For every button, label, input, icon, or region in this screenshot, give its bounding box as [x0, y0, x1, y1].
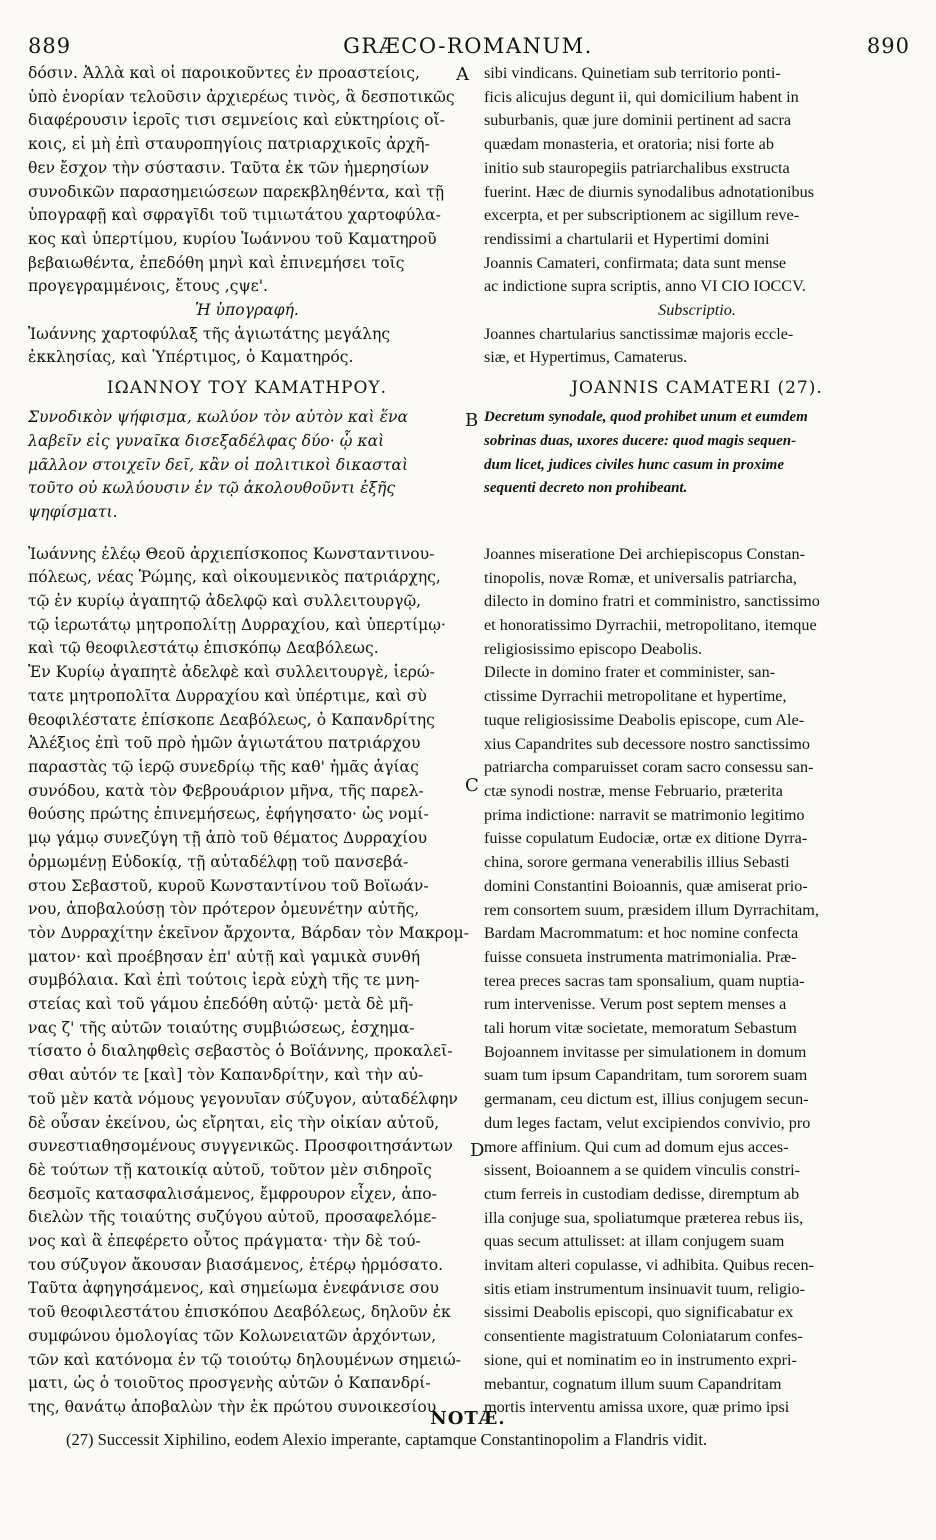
- greek-column: [28, 62, 469, 1420]
- latin-column: [484, 62, 910, 1420]
- running-title: GRÆCO-ROMANUM.: [343, 34, 593, 58]
- page-number-right: 890: [866, 34, 910, 58]
- greek-summary: Συνοδικὸν ψήφισμα, κωλύον τὸν αὐτὸν καὶ ἕνα λαβεῖν εἰς γυναῖκα δισεξαδέλφας δύο· ᾧ καὶ μᾶλλον στοιχεῖν δεῖ, κἂν οἱ πολιτικοὶ δικασταὶ τοῦτο οὐ κωλύουσιν ἐν τῷ ἀκολουθοῦντι ἐξῆς ψηφίσματι.: [28, 408, 409, 521]
- margin-marker-d: D: [470, 1140, 485, 1161]
- latin-heading: JOANNIS CAMATERI (27).: [571, 378, 823, 399]
- notes-heading: NOTÆ.: [430, 1408, 506, 1429]
- greek-subscription: Ἰωάννης χαρτοφύλαξ τῆς ἁγιωτάτης μεγάλης ἐκκλησίας, καὶ Ὑπέρτιμος, ὁ Καματηρός.: [28, 324, 391, 367]
- page-number-left: 889: [28, 34, 72, 58]
- footnote-27: (27) Successit Xiphilino, eodem Alexio imperante, captamque Constantinopolim a Flandris vidit.: [66, 1430, 708, 1449]
- latin-subscription: Joannes chartularius sanctissimæ majoris eccle- siæ, et Hypertimus, Camaterus.: [484, 324, 794, 367]
- greek-address: Ἰωάννης ἐλέῳ Θεοῦ ἀρχιεπίσκοπος Κωνσταντινου- πόλεως, νέας Ῥώμης, καὶ οἰκουμενικὸς πατριάρχης, τῷ ἐν κυρίῳ ἀγαπητῷ ἀδελφῷ καὶ συλλειτουργῷ, τῷ ἱερωτάτῳ μητροπολίτῃ Δυρραχίου, καὶ ὑπερτίμῳ· καὶ τῷ θεοφιλεστάτῳ ἐπισκόπῳ Δεαβόλεως.: [28, 544, 446, 658]
- latin-paragraph-1: sibi vindicans. Quinetiam sub territorio ponti- ficis alicujus degunt ii, qui domicilium habent in suburbanis, quæ jure dominii pertinent ad sacra quædam monasteria, et oratoria; nisi forte ab initio sub stauropegiis patriarchalibus exstructa fuerint. Hæc de diurnis synodalibus adnotationibus excerpta, et per subscriptionem ac sigillum reve- rendissimi a chartularii et Hypertimi domini Joannis Camateri, confirmata; data sunt mense ac indictione supra scriptis, anno VI CIO IOCCV.: [484, 64, 815, 296]
- latin-address: Joannes miseratione Dei archiepiscopus Constan- tinopolis, novæ Romæ, et universalis patriarcha, dilecto in domino fratri et comministro, sanctissimo et honoratissimo Dyrrachii, metropolitano, itemque religiosissimo episcopo Deabolis.: [484, 544, 820, 658]
- latin-subscription-label: Subscriptio.: [658, 301, 736, 320]
- greek-subscription-label: Ἡ ὑπογραφή.: [195, 301, 299, 320]
- greek-body: Ἐν Κυρίῳ ἀγαπητὲ ἀδελφὲ καὶ συλλειτουργὲ, ἱερώ- τατε μητροπολῖτα Δυρραχίου καὶ ὑπέρτιμε, καὶ σὺ θεοφιλέστατε ἐπίσκοπε Δεαβόλεως, ὁ Καπανδρίτης Ἀλέξιος ἐπὶ τοῦ πρὸ ἡμῶν ἁγιωτάτου πατριάρχου παραστὰς τῷ ἱερῷ συνεδρίῳ τῆς καθ' ἡμᾶς ἁγίας συνόδου, κατὰ τὸν Φεβρουάριον μῆνα, τῆς παρελ- θούσης πρώτης ἐπινεμήσεως, ἐφήγησατο· ὡς νομί- μῳ γάμῳ συνεζύγη τῇ ἀπὸ τοῦ θέματος Δυρραχίου ὁρμωμένῃ Εὐδοκίᾳ, τῇ αὐταδέλφῃ τοῦ πανσεβά- στου Σεβαστοῦ, κυροῦ Κωνσταντίνου τοῦ Βοϊωάν- νου, ἀποβαλούσῃ τὸν πρότερον ὁμευνέτην αὐτῆς, τὸν Δυρραχίτην ἐκεῖνον ἄρχοντα, Βάρδαν τὸν Μακρομ- ματον· καὶ προέβησαν ἐπ' αὐτῇ καὶ γαμικὰ συνθή συμβόλαια. Καὶ ἐπὶ τούτοις ἱερὰ εὐχὴ τῆς τε μνη- στείας καὶ τοῦ γάμου ἐπεδόθη αὐτῷ· μετὰ δὲ μῆ- νας ζ' τῆς αὐτῶν τοιαύτης συμβιώσεως, ἐσχημα- τίσατο ὁ διαληφθεὶς σεβαστὸς ὁ Βοϊάννης, προκαλεῖ- σθαι αὐτόν τε [καὶ] τὸν Καπανδρίτην, καὶ τὴν αὐ- τοῦ μὲν κατὰ νόμους γεγονυῖαν σύζυγον, αὐταδέλφην δὲ οὖσαν ἐκείνου, ὡς εἴρηται, εἰς τὴν οἰκίαν αὐτοῦ, συνεστιαθησομένους συγγενικῶς. Προσφοιτησάντων δὲ τούτων τῇ κατοικίᾳ αὐτοῦ, τοῦτον μὲν σιδηροῖς δεσμοῖς κατασφαλισάμενος, ἔμφρουρον εἶχεν, ἀπο- διελὼν τῆς τοιαύτης συζύγου αὐτοῦ, προσαφελόμε- νος καὶ ἃ ἐπεφέρετο οὗτος πράγματα· τὴν δὲ τού- του σύζυγον ἄκουσαν βιασάμενος, ἑτέρῳ ἡρμόσατο. Ταῦτα ἀφηγησάμενος, καὶ σημείωμα ἐνεφάνισε σου τοῦ θεοφιλεστάτου ἐπισκόπου Δεαβόλεως, δηλοῦν ἐκ συμφώνου ὁμολογίας τῶν Κολωνειατῶν ἀρχόντων, τῶν καὶ κατόνομα ἐν τῷ τοιούτῳ δηλουμένων σημειώ- ματι, ὡς ὁ τοιοῦτος προσγενὴς αὐτῶν ὁ Καπανδρί- της, θανάτῳ ἀποβαλὼν τὴν ἐκ πρώτου συνοικεσίου: [28, 663, 469, 1416]
- margin-marker-b: B: [465, 410, 479, 431]
- greek-heading: ΙΩΑΝΝΟΥ ΤΟΥ ΚΑΜΑΤΗΡΟΥ.: [106, 378, 388, 399]
- margin-marker-a: A: [456, 64, 469, 85]
- margin-marker-c: C: [465, 775, 479, 796]
- greek-paragraph-1: δόσιν. Ἀλλὰ καὶ οἱ παροικοῦντες ἐν προαστείοις, ὑπὸ ἐνορίαν τελοῦσιν ἀρχιερέως τινὸς, ἃ δεσποτικῶς διαφέρουσιν ἱεροῖς τισι σεμνείοις καὶ εὐκτηρίοις οἴ- κοις, εἰ μὴ ἐπὶ σταυροπηγίοις πατριαρχικοῖς ἀρχῆ- θεν ἔσχον τὴν σύστασιν. Ταῦτα ἐκ τῶν ἡμερησίων συνοδικῶν παρασημειώσεων παρεκβληθέντα, καὶ τῇ ὑπογραφῇ καὶ σφραγῖδι τοῦ τιμιωτάτου χαρτοφύλα- κος καὶ ὑπερτίμου, κυρίου Ἰωάννου τοῦ Καματηροῦ βεβαιωθέντα, ἐπεδόθη μηνὶ καὶ ἐπινεμήσει τοῖς προγεγραμμένοις, ἔτους ,ςψε'.: [28, 64, 455, 296]
- latin-summary: Decretum synodale, quod prohibet unum et eumdem sobrinas duas, uxores ducere: quod magis sequen- dum licet, judices civiles hunc casum in proxime sequenti decreto non prohibeant.: [484, 409, 808, 497]
- latin-body: Dilecte in domino frater et comminister, san- ctissime Dyrrachii metropolitane et hypertime, tuque religiosissime Deabolis episcope, cum Ale- xius Capandrites sub decessore nostro sanctissimo patriarcha comparuisset coram sacro consessu san- ctæ synodi nostræ, mense Februario, præterita prima indictione: narravit se matrimonio legitimo fuisse copulatum Eudociæ, ortæ ex ditione Dyrra- china, sorore germana venerabilis illius Sebasti domini Constantini Boioannis, quæ amiserat prio- rem consortem suum, præsidem illum Dyrrachitam, Bardam Macrommatum: et hoc nomine confecta fuisse consueta instrumenta matrimonialia. Præ- terea preces sacras tam sponsalium, quam nuptia- rum intervenisse. Verum post septem menses a tali horum vitæ societate, memoratum Sebastum Bojoannem invitasse per simulationem in domum suam tum ipsum Capandritam, tum sororem suam germanam, ceu dictum est, illius conjugem secun- dum leges factam, velut excipiendos convivio, pro more affinium. Qui cum ad domum ejus acces- sissent, Boioannem a se quidem vinculis constri- ctum ferreis in custodiam dedisse, diremptum ab illa conjuge sua, spoliatumque præterea rebus iis, quas secum attulisset: at illam conjugem suam invitam alteri copulasse, vi adhibita. Quibus recen- sitis etiam instrumentum insinuavit tuum, religio- sissimi Deabolis episcopi, quo significabatur ex consentiente magistratuum Coloniatarum confes- sione, qui et nominatim eo in instrumento expri- mebantur, cognatum illum suum Capandritam mortis interventu amissa uxore, quæ primo ipsi: [484, 663, 819, 1417]
